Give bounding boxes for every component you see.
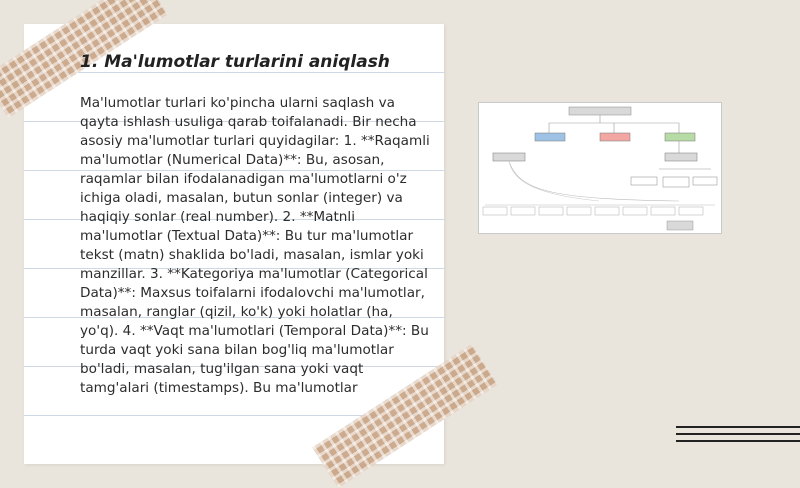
data-types-diagram-image [478, 102, 722, 234]
slide-body-text: Ma'lumotlar turlari ko'pincha ularni saqlash va qayta ishlash usuliga qarab toifalanadi. Bir necha asosiy ma'lumotlar turlari quyidagilar: 1. **Raqamli ma'lumotlar (Numerical Data)**: Bu, asosan, raqamlar bilan ifodalanadigan ma'lumotlarni o'z ichiga oladi, masalan, butun sonlar (integer) va haqiqiy sonlar (real number). 2. **Matnli ma'lumotlar (Textual Data)**: Bu tur ma'lumotlar tekst (matn) shaklida bo'ladi, masalan, ismlar yoki manzillar. 3. **Kategoriya ma'lumotlar (Categorical Data)**: Maxsus toifalarni ifodalovchi ma'lumotlar, masalan, ranglar (qizil, ko'k) yoki holatlar (ha, yo'q). 4. **Vaqt ma'lumotlari (Temporal Data)**: Bu turda vaqt yoki sana bilan bog'liq ma'lumotlar bo'ladi, masalan, tug'ilgan sana yoki vaqt tamg'alari (timestamps). Bu ma'lumotlar [80, 95, 430, 396]
decorative-lines [676, 424, 800, 448]
slide-title: 1. Ma'lumotlar turlarini aniqlash [80, 52, 390, 72]
diagram-illustration [479, 103, 721, 233]
